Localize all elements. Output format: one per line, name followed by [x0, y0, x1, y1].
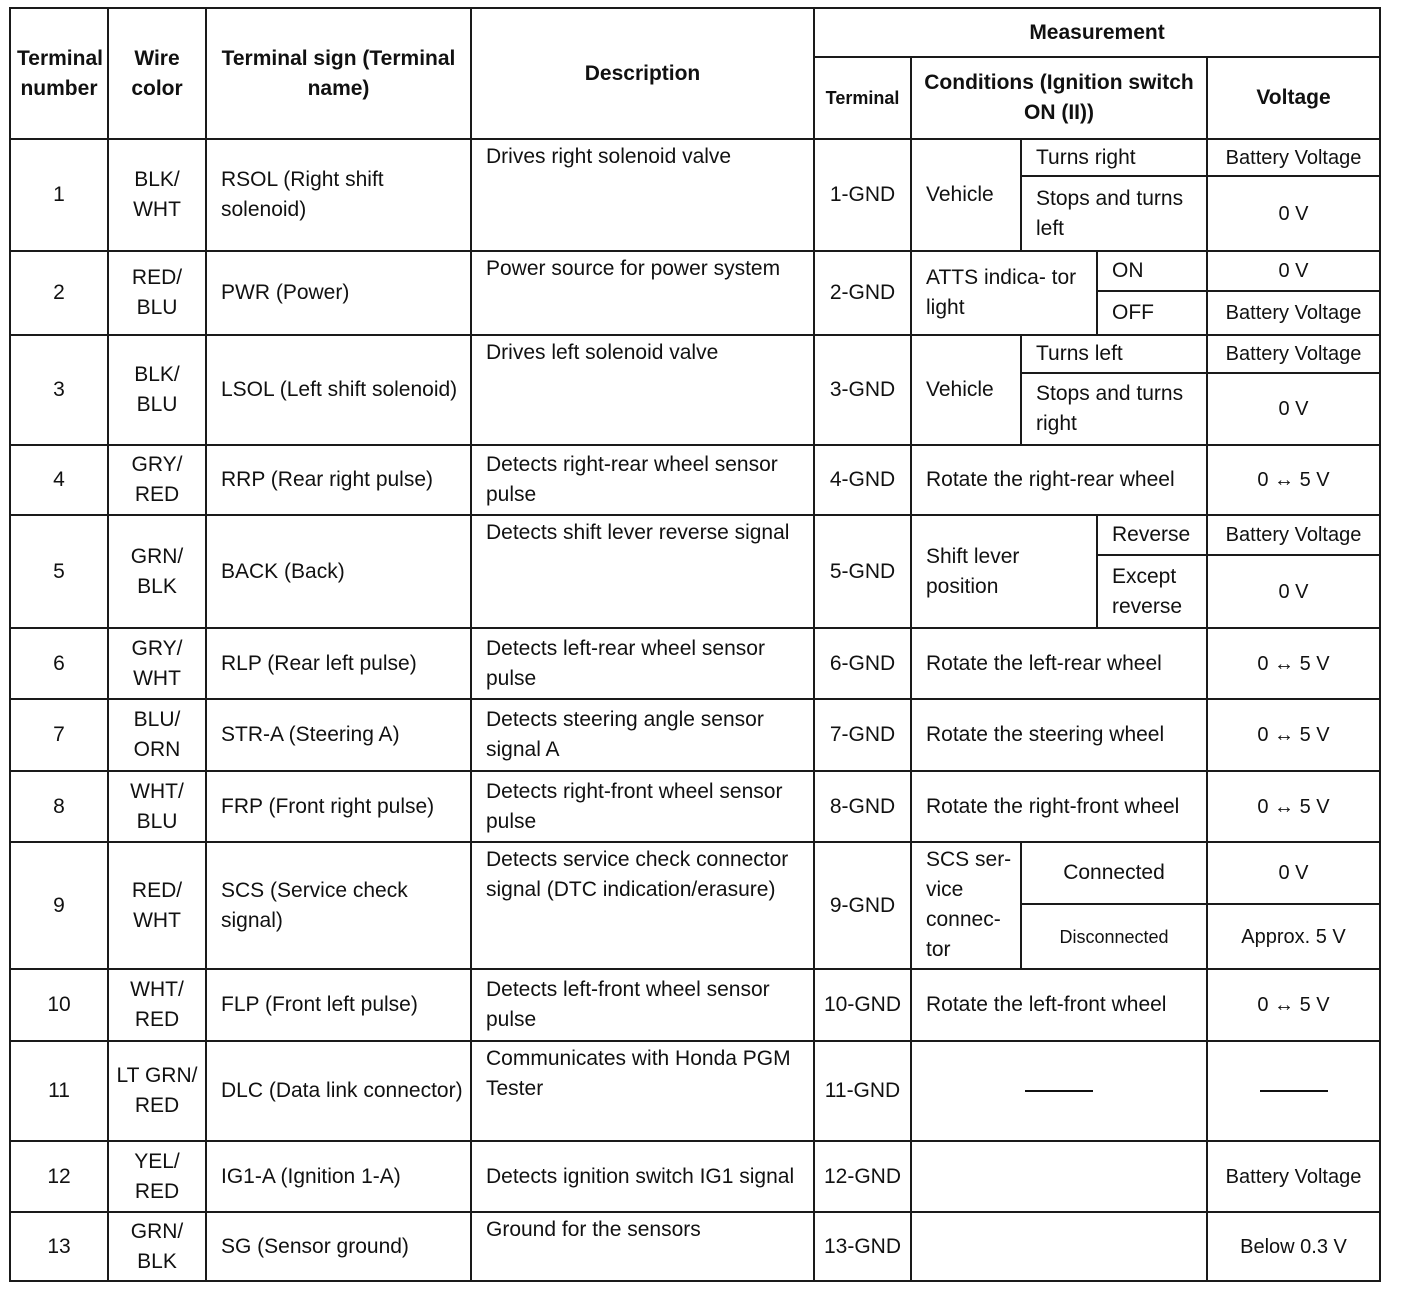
terminal-sign: BACK (Back)	[206, 515, 471, 628]
header-terminal: Terminal	[814, 57, 911, 139]
table-row	[10, 445, 1380, 515]
description: Detects steering angle sensor signal A	[471, 699, 814, 771]
wire-color: RED/ BLU	[108, 251, 206, 335]
description: Power source for power system	[471, 251, 814, 335]
measure-terminal: 11-GND	[814, 1041, 911, 1141]
table-row	[10, 628, 1380, 699]
wire-color: RED/ WHT	[108, 842, 206, 969]
condition: Rotate the right-rear wheel	[911, 445, 1207, 515]
terminal-number: 13	[10, 1212, 108, 1281]
sub-condition: OFF	[1097, 291, 1207, 335]
voltage: 0 V	[1207, 176, 1380, 251]
dash-mark	[1260, 1090, 1328, 1092]
voltage: Below 0.3 V	[1207, 1212, 1380, 1281]
voltage: 0 ↔ 5 V	[1207, 699, 1380, 771]
measure-terminal: 9-GND	[814, 842, 911, 969]
wire-color: GRN/ BLK	[108, 1212, 206, 1281]
measure-terminal: 8-GND	[814, 771, 911, 842]
terminal-sign: SG (Sensor ground)	[206, 1212, 471, 1281]
condition: Vehicle	[911, 335, 1021, 445]
measure-terminal: 5-GND	[814, 515, 911, 628]
description: Detects right-front wheel sensor pulse	[471, 771, 814, 842]
terminal-sign: STR-A (Steering A)	[206, 699, 471, 771]
measure-terminal: 4-GND	[814, 445, 911, 515]
wire-color: GRY/ WHT	[108, 628, 206, 699]
terminal-number: 6	[10, 628, 108, 699]
condition: SCS ser- vice connec- tor	[911, 842, 1021, 969]
description: Detects ignition switch IG1 signal	[471, 1141, 814, 1212]
description: Drives left solenoid valve	[471, 335, 814, 445]
wire-color: GRY/ RED	[108, 445, 206, 515]
voltage: 0 V	[1207, 251, 1380, 291]
wire-color: BLK/ BLU	[108, 335, 206, 445]
measure-terminal: 13-GND	[814, 1212, 911, 1281]
voltage: Battery Voltage	[1207, 139, 1380, 176]
voltage: 0 V	[1207, 842, 1380, 904]
header-terminal-number: Terminal number	[10, 8, 108, 139]
wire-color: BLU/ ORN	[108, 699, 206, 771]
terminal-number: 4	[10, 445, 108, 515]
description: Ground for the sensors	[471, 1212, 814, 1281]
measure-terminal: 3-GND	[814, 335, 911, 445]
voltage-not-applicable	[1207, 1041, 1380, 1141]
table-row	[10, 969, 1380, 1041]
header-row	[10, 8, 1380, 57]
dash-mark	[1025, 1090, 1093, 1092]
terminal-sign: SCS (Service check signal)	[206, 842, 471, 969]
sub-condition: Connected	[1021, 842, 1207, 904]
table-row	[10, 335, 1380, 373]
header-wire-color: Wire color	[108, 8, 206, 139]
terminal-table	[9, 7, 1381, 1282]
table-row	[10, 1141, 1380, 1212]
terminal-sign: PWR (Power)	[206, 251, 471, 335]
voltage: Battery Voltage	[1207, 1141, 1380, 1212]
terminal-sign: RLP (Rear left pulse)	[206, 628, 471, 699]
terminal-number: 8	[10, 771, 108, 842]
condition: Rotate the steering wheel	[911, 699, 1207, 771]
measure-terminal: 12-GND	[814, 1141, 911, 1212]
terminal-sign: LSOL (Left shift solenoid)	[206, 335, 471, 445]
table-row	[10, 1041, 1380, 1141]
measure-terminal: 10-GND	[814, 969, 911, 1041]
condition	[911, 1141, 1207, 1212]
table-row	[10, 251, 1380, 291]
terminal-number: 9	[10, 842, 108, 969]
header-terminal-sign: Terminal sign (Terminal name)	[206, 8, 471, 139]
terminal-sign: FRP (Front right pulse)	[206, 771, 471, 842]
table-row	[10, 1212, 1380, 1281]
sub-condition: Turns left	[1021, 335, 1207, 373]
measure-terminal: 6-GND	[814, 628, 911, 699]
voltage: Approx. 5 V	[1207, 904, 1380, 969]
description: Detects left-rear wheel sensor pulse	[471, 628, 814, 699]
voltage: 0 ↔ 5 V	[1207, 969, 1380, 1041]
terminal-number: 7	[10, 699, 108, 771]
terminal-number: 3	[10, 335, 108, 445]
terminal-sign: RRP (Rear right pulse)	[206, 445, 471, 515]
condition: Rotate the left-front wheel	[911, 969, 1207, 1041]
wire-color: BLK/ WHT	[108, 139, 206, 251]
table-row	[10, 842, 1380, 904]
sub-condition: Except reverse	[1097, 555, 1207, 628]
description: Communicates with Honda PGM Tester	[471, 1041, 814, 1141]
terminal-number: 2	[10, 251, 108, 335]
measure-terminal: 1-GND	[814, 139, 911, 251]
sub-condition: Disconnected	[1021, 904, 1207, 969]
header-measurement: Measurement	[814, 8, 1380, 57]
header-description: Description	[471, 8, 814, 139]
terminal-table-sheet	[9, 7, 1387, 1293]
terminal-sign: IG1-A (Ignition 1-A)	[206, 1141, 471, 1212]
measure-terminal: 7-GND	[814, 699, 911, 771]
terminal-sign: FLP (Front left pulse)	[206, 969, 471, 1041]
wire-color: YEL/ RED	[108, 1141, 206, 1212]
measure-terminal: 2-GND	[814, 251, 911, 335]
condition	[911, 1212, 1207, 1281]
voltage: 0 V	[1207, 373, 1380, 445]
table-row	[10, 771, 1380, 842]
terminal-number: 12	[10, 1141, 108, 1212]
sub-condition: Reverse	[1097, 515, 1207, 555]
description: Drives right solenoid valve	[471, 139, 814, 251]
condition: Rotate the left-rear wheel	[911, 628, 1207, 699]
description: Detects shift lever reverse signal	[471, 515, 814, 628]
voltage: Battery Voltage	[1207, 291, 1380, 335]
terminal-sign: RSOL (Right shift solenoid)	[206, 139, 471, 251]
wire-color: WHT/ BLU	[108, 771, 206, 842]
table-row	[10, 699, 1380, 771]
description: Detects right-rear wheel sensor pulse	[471, 445, 814, 515]
condition: Shift lever position	[911, 515, 1097, 628]
table-row	[10, 515, 1380, 555]
condition: ATTS indica- tor light	[911, 251, 1097, 335]
voltage: 0 ↔ 5 V	[1207, 771, 1380, 842]
description: Detects service check connector signal (DTC indication/erasure)	[471, 842, 814, 969]
header-conditions: Conditions (Ignition switch ON (II))	[911, 57, 1207, 139]
sub-condition: Stops and turns right	[1021, 373, 1207, 445]
description: Detects left-front wheel sensor pulse	[471, 969, 814, 1041]
voltage: Battery Voltage	[1207, 515, 1380, 555]
wire-color: WHT/ RED	[108, 969, 206, 1041]
terminal-number: 11	[10, 1041, 108, 1141]
wire-color: GRN/ BLK	[108, 515, 206, 628]
voltage: Battery Voltage	[1207, 335, 1380, 373]
sub-condition: Stops and turns left	[1021, 176, 1207, 251]
table-row	[10, 139, 1380, 176]
terminal-sign: DLC (Data link connector)	[206, 1041, 471, 1141]
sub-condition: Turns right	[1021, 139, 1207, 176]
voltage: 0 ↔ 5 V	[1207, 445, 1380, 515]
wire-color: LT GRN/ RED	[108, 1041, 206, 1141]
condition-not-applicable	[911, 1041, 1207, 1141]
voltage: 0 V	[1207, 555, 1380, 628]
terminal-number: 5	[10, 515, 108, 628]
terminal-number: 10	[10, 969, 108, 1041]
terminal-number: 1	[10, 139, 108, 251]
condition: Rotate the right-front wheel	[911, 771, 1207, 842]
voltage: 0 ↔ 5 V	[1207, 628, 1380, 699]
sub-condition: ON	[1097, 251, 1207, 291]
header-voltage: Voltage	[1207, 57, 1380, 139]
condition: Vehicle	[911, 139, 1021, 251]
